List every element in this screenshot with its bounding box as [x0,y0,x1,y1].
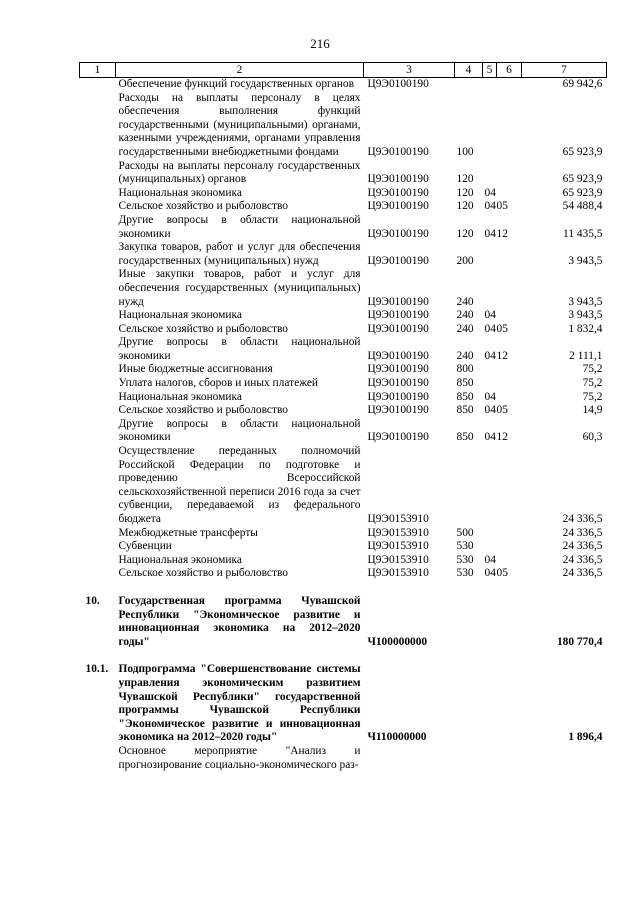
cell-rz: 04 [484,404,496,417]
cell-sum: 54 488,4 [562,200,603,213]
cell-vr: 850 [456,390,474,403]
cell-sum: 180 770,4 [556,635,603,648]
cell-num [80,567,116,581]
cell-sum: 65 923,9 [562,173,603,186]
cell-num [80,160,116,187]
cell-num [80,336,116,363]
cell-num [80,92,116,160]
table-row [80,160,607,187]
cell-name: Подпрограмма "Совершенствование системы управления экономическим развитием Чувашской Республики" государственной программы Чувашской Республики "Экономическое развитие и инновационная экономика на 2012–2020 годы" [118,663,361,744]
table-row [80,404,607,418]
cell-vr: 100 [456,145,474,158]
cell-name: Национальная экономика [118,186,242,199]
cell-num [80,445,116,527]
table-row [80,745,607,772]
table-body [80,78,607,773]
cell-csr: Ц9Э0100190 [367,404,429,417]
cell-rz: 04 [484,309,496,322]
header-cell: 2 [116,63,364,78]
table-row [80,214,607,241]
cell-name: Национальная экономика [118,309,242,322]
cell-vr [455,595,483,649]
cell-sum: 75,2 [582,363,603,376]
cell-name: Расходы на выплаты персоналу в целях обеспечения выполнения функций государственными (муниципальными) органами, казенными учреждениями, органами управления государственными внебюджетными фондами [118,91,361,158]
table-row [80,268,607,309]
header-cell: 3 [364,63,455,78]
cell-csr: Ц9Э0100190 [367,363,429,376]
cell-rz [483,363,497,377]
header-cell: 4 [455,63,483,78]
cell-name: Государственная программа Чувашской Республики "Экономическое развитие и инновационная экономика на 2012–2020 годы" [118,594,361,648]
cell-csr: Ч100000000 [367,635,428,648]
cell-name: Расходы на выплаты персоналу государственных (муниципальных) органов [118,159,361,186]
program-row [80,663,607,745]
cell-vr: 120 [456,227,474,240]
cell-csr [364,745,455,772]
cell-pr [497,241,522,268]
table-row [80,187,607,201]
cell-sum: 69 942,6 [562,78,603,90]
cell-rz: 04 [484,200,496,213]
cell-csr: Ц9Э0153910 [367,553,429,566]
cell-num [80,745,116,772]
cell-name: Иные бюджетные ассигнования [118,363,273,376]
spacer-cell [80,581,607,595]
table-row [80,200,607,214]
cell-name: Обеспечение функций государственных органов [118,78,354,90]
cell-sum: 75,2 [582,390,603,403]
cell-name: Сельское хозяйство и рыболовство [118,322,288,335]
cell-pr [497,363,522,377]
table-row [80,78,607,92]
cell-vr: 120 [456,173,474,186]
cell-name: Субвенции [118,540,172,553]
cell-rz [483,268,497,309]
cell-num [80,554,116,568]
cell-num [80,404,116,418]
cell-pr [497,92,522,160]
cell-csr: Ц9Э0100190 [367,186,429,199]
cell-rz: 04 [484,431,496,444]
cell-rz: 04 [484,553,496,566]
program-row [80,595,607,649]
cell-csr: Ц9Э0100190 [367,295,429,308]
cell-pr [497,187,522,201]
cell-rz: 04 [484,186,496,199]
cell-num [80,268,116,309]
cell-csr: Ц9Э0100190 [367,390,429,403]
cell-rz [483,377,497,391]
spacer-cell [80,649,607,663]
table-row [80,323,607,337]
cell-vr: 240 [456,295,474,308]
cell-name: Закупка товаров, работ и услуг для обеспечения государственных (муниципальных) нужд [118,241,361,267]
cell-sum: 65 923,9 [562,186,603,199]
cell-csr: Ц9Э0100190 [367,200,429,213]
cell-name: Сельское хозяйство и рыболовство [118,567,288,580]
cell-num [80,323,116,337]
table-row [80,540,607,554]
cell-rz [483,663,497,745]
cell-sum: 60,3 [582,431,603,444]
table-row [80,391,607,405]
cell-csr: Ц9Э0100190 [367,145,429,158]
cell-num [80,309,116,323]
header-cell: 1 [80,63,116,78]
cell-pr [497,309,522,323]
table-row [80,418,607,445]
cell-num [80,540,116,554]
cell-sum: 1 896,4 [568,731,603,744]
cell-vr: 240 [456,309,474,322]
cell-pr [497,391,522,405]
cell-pr [497,160,522,187]
cell-vr [455,745,483,772]
cell-name: Другие вопросы в области национальной экономики [118,417,361,444]
cell-name: Другие вопросы в области национальной экономики [118,213,361,240]
cell-sum [522,745,607,772]
cell-rz [483,527,497,541]
cell-csr: Ц9Э0100190 [367,227,429,240]
cell-vr: 850 [456,431,474,444]
cell-vr: 200 [456,254,474,267]
cell-csr: Ц9Э0153910 [367,526,429,539]
cell-sum: 14,9 [582,404,603,417]
cell-rz: 04 [484,349,496,362]
cell-name: Сельское хозяйство и рыболовство [118,404,288,417]
cell-rz [483,745,497,772]
cell-csr: Ц9Э0100190 [367,254,429,267]
cell-num [80,377,116,391]
cell-sum: 24 336,5 [562,526,603,539]
cell-rz [483,78,497,92]
cell-vr: 530 [456,567,474,580]
cell-pr [497,445,522,527]
cell-num [80,363,116,377]
cell-name: Уплата налогов, сборов и иных платежей [118,377,318,390]
cell-vr [455,663,483,745]
table-row [80,363,607,377]
table-row [80,445,607,527]
cell-csr: Ц9Э0100190 [367,377,429,390]
cell-csr: Ц9Э0100190 [367,322,429,335]
cell-pr: 05 [496,322,508,335]
cell-rz [483,445,497,527]
cell-sum: 11 435,5 [563,227,603,240]
cell-name: Национальная экономика [118,553,242,566]
cell-pr [497,540,522,554]
cell-pr: 05 [496,200,508,213]
cell-sum: 2 111,1 [569,349,603,362]
cell-pr: 12 [496,227,508,240]
cell-sum: 1 832,4 [568,322,603,335]
header-cell: 6 [497,63,522,78]
cell-vr: 530 [456,540,474,553]
cell-sum: 24 336,5 [562,553,603,566]
table-row [80,527,607,541]
cell-sum: 75,2 [582,377,603,390]
cell-sum: 24 336,5 [562,513,603,525]
cell-vr: 120 [456,200,474,213]
cell-vr [455,78,483,92]
cell-csr: Ц9Э0100190 [367,78,429,90]
cell-rz [483,241,497,268]
cell-vr: 530 [456,553,474,566]
cell-sum: 3 943,5 [568,295,603,308]
cell-vr: 850 [456,377,474,390]
cell-num [80,418,116,445]
cell-rz: 04 [484,227,496,240]
cell-csr: Ц9Э0153910 [367,513,429,525]
cell-num: 10.1. [85,663,109,676]
cell-vr: 240 [456,322,474,335]
table-row [80,567,607,581]
cell-rz [483,92,497,160]
cell-vr: 120 [456,186,474,199]
cell-name: Иные закупки товаров, работ и услуг для обеспечения государственных (муниципальных) нужд [118,268,361,308]
header-cell: 5 [483,63,497,78]
cell-pr [497,595,522,649]
table-row [80,241,607,268]
cell-rz [483,160,497,187]
page-number: 216 [310,36,330,51]
cell-sum: 3 943,5 [568,254,603,267]
cell-pr: 05 [496,404,508,417]
cell-num [80,187,116,201]
table-row [80,309,607,323]
table-row [80,92,607,160]
cell-vr: 850 [456,404,474,417]
cell-name: Межбюджетные трансферты [118,526,258,539]
cell-csr: Ц9Э0153910 [367,540,429,553]
cell-csr: Ц9Э0100190 [367,349,429,362]
cell-rz [483,540,497,554]
cell-sum: 3 943,5 [568,309,603,322]
cell-rz: 04 [484,567,496,580]
cell-pr: 05 [496,567,508,580]
cell-rz: 04 [484,322,496,335]
cell-sum: 65 923,9 [562,145,603,158]
budget-table [79,62,607,772]
cell-pr: 12 [496,431,508,444]
cell-vr [455,445,483,527]
cell-num: 10. [85,594,100,607]
cell-name: Осуществление переданных полномочий Российской Федерации по подготовке и проведению Всероссийской сельскохозяйственной переписи 2016 года за счет субвенции, передаваемой из федерального бюджета [118,445,361,525]
cell-csr: Ц9Э0153910 [367,567,429,580]
cell-pr [497,554,522,568]
cell-pr: 12 [496,349,508,362]
cell-rz: 04 [484,390,496,403]
cell-num [80,214,116,241]
spacer-row [80,581,607,595]
cell-vr: 240 [456,349,474,362]
spacer-row [80,649,607,663]
header-cell: 7 [522,63,607,78]
cell-pr [497,268,522,309]
cell-num [80,527,116,541]
cell-csr: Ц9Э0100190 [367,309,429,322]
cell-pr [497,377,522,391]
cell-csr: Ц9Э0100190 [367,431,429,444]
cell-sum: 24 336,5 [562,567,603,580]
cell-num [80,241,116,268]
cell-num [80,391,116,405]
cell-num [80,200,116,214]
cell-pr [497,745,522,772]
cell-pr [497,527,522,541]
cell-csr: Ч110000000 [367,731,427,744]
cell-csr: Ц9Э0100190 [367,173,429,186]
cell-name: Другие вопросы в области национальной экономики [118,336,361,362]
cell-sum: 24 336,5 [562,540,603,553]
cell-name: Сельское хозяйство и рыболовство [118,200,288,213]
cell-pr [497,78,522,92]
cell-name: Национальная экономика [118,390,242,403]
table-row [80,336,607,363]
cell-vr: 800 [456,363,474,376]
table-header-row [80,63,607,78]
cell-num [80,78,116,92]
cell-rz [483,595,497,649]
table-row [80,554,607,568]
table-row [80,377,607,391]
cell-name: Основное мероприятие "Анализ и прогнозирование социально-экономического раз- [118,744,361,771]
cell-vr: 500 [456,526,474,539]
cell-pr [497,663,522,745]
